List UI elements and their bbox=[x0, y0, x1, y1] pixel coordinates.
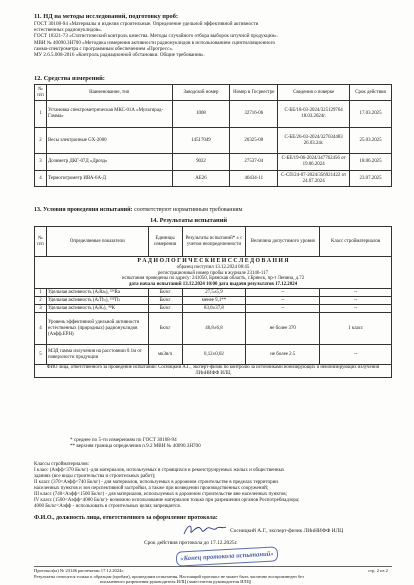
cell-validity: 18.06.2025 bbox=[350, 154, 392, 171]
cell-limit: не более 370 bbox=[246, 313, 320, 345]
classes-line: населенных пунктов и зон перспективной застройки, а также при возведении производственных сооружений; bbox=[34, 486, 269, 491]
col-header-results: Результаты испытаний* ± с учетом неопределенности bbox=[182, 227, 246, 257]
cell-unit: Бк/кг bbox=[148, 297, 182, 305]
table-row bbox=[35, 313, 392, 345]
table-row bbox=[35, 101, 392, 128]
table-row bbox=[35, 154, 392, 171]
classes-line: III класс (740<Аэфф<1500 Бк/кг) - для материалов, используемых в дорожном строительстве вне населенных пунктов; bbox=[34, 492, 288, 497]
sample-info-row bbox=[35, 257, 392, 289]
col-header-class: Класс стройматериалов bbox=[320, 227, 392, 257]
cell-result: 27,5±5,9 bbox=[182, 289, 246, 297]
cell-result: 83,0±37,8 bbox=[182, 305, 246, 313]
classes-line: 4000 Бк/кг<Аэфф - использовать в строительных целях запрещается. bbox=[34, 504, 181, 509]
cell-limit: не более 2.5 bbox=[246, 345, 320, 365]
protocol-validity: Срок действия протокола до 17.12.2025г. bbox=[144, 540, 238, 546]
cell-serial: АЕ26 bbox=[172, 171, 230, 187]
cell-indicator: Удельная активность (A₍Th₎), ²³²Th bbox=[46, 297, 148, 305]
section-11-line: МУ 2.6.5.008-2016 «Контроль радиационной обстановки. Общие требования». bbox=[34, 52, 205, 59]
section-14-title: 14. Результаты испытаний bbox=[150, 217, 228, 224]
col-header-limit: Величина допустимого уровня bbox=[246, 227, 320, 257]
cell-validity: 25.03.2025 bbox=[350, 128, 392, 154]
col-header-name: Наименование, тип bbox=[46, 85, 172, 101]
sample-info-line: дата начала испытаний 13.12.2024 10:00 дата выдачи результатов 17.12.2024 bbox=[128, 281, 298, 287]
cell-indicator: Уровень эффективной удельной активности естественных (природных) радионуклидов (Аэфф.ЕРН) bbox=[46, 313, 148, 345]
signature-title: Ф.И.О., должность лица, ответственного за оформление протокола: bbox=[34, 515, 218, 521]
cell-name: Дозиметр ДКГ-07Д «Дрозд» bbox=[46, 154, 172, 171]
results-table bbox=[34, 226, 392, 378]
section-13 bbox=[34, 207, 242, 214]
classes-line: зданиях (все виды строительства и строительных работ); bbox=[34, 474, 156, 479]
section-11-title: 11. НД на методы исследований, подготовку проб: bbox=[34, 13, 179, 20]
cell-registry: 46434-11 bbox=[230, 171, 278, 187]
fio-row bbox=[35, 365, 392, 377]
cell-indicator: МЭД гамма излучения на расстоянии 0.1м от поверхности продукции bbox=[46, 345, 148, 365]
cell-registry: 32716-06 bbox=[230, 101, 278, 128]
footer-divider bbox=[34, 566, 392, 567]
cell-class: -- bbox=[320, 305, 392, 313]
cell-unit: мкЗв/ч bbox=[148, 345, 182, 365]
cell-validity: 17.03.2025 bbox=[350, 101, 392, 128]
note-line: ** верхняя граница определения п.9.2 МВИ № 40090.3Н700 bbox=[70, 443, 201, 450]
section-11-line: МВИ № 40090.3Н700 «Методика измерения активности радионуклидов в использованием сцинтилляционного bbox=[34, 39, 276, 46]
footer-disclaimer-cont: письменного разрешения руководителя ИЛЦ (заместителя руководителя ИЛЦ) bbox=[100, 579, 252, 584]
cell-validity: 23.07.2025 bbox=[350, 171, 392, 187]
col-header-validity: Срок действия bbox=[350, 85, 392, 101]
cell-name: Термогигрометр ИВА-6А-Д bbox=[46, 171, 172, 187]
cell-serial: 14517049 bbox=[172, 128, 230, 154]
classes-line: I класс (Аэфф<370 Бк/кг) -для материалов, используемых в строящихся и реконструируемых жилых и общественных bbox=[34, 468, 285, 473]
col-header-indicator: Определяемые показатели bbox=[46, 227, 148, 257]
cell-indicator: Удельная активность (A₍K₎), ⁴⁰K bbox=[46, 305, 148, 313]
end-of-protocol-stamp: «Конец протокола испытаний» bbox=[176, 546, 279, 566]
cell-class: 1 класс bbox=[320, 313, 392, 345]
cell-number: 3 bbox=[35, 154, 47, 171]
cell-number: 2 bbox=[35, 128, 47, 154]
table-row bbox=[35, 345, 392, 365]
cell-verification: С-СП/24-07-2024/356921422 от 24.07.2024 bbox=[278, 171, 350, 187]
sample-info-line: образец поступил 13.12.2024 08:45 bbox=[176, 265, 250, 270]
col-header-verification: Сведения о поверке bbox=[278, 85, 350, 101]
cell-result: 0,12±0,02 bbox=[182, 345, 246, 365]
col-header-serial: Заводской номер bbox=[172, 85, 230, 101]
cell-serial: 1008 bbox=[172, 101, 230, 128]
section-12-title: 12. Средства измерений: bbox=[34, 75, 105, 82]
cell-number: 4 bbox=[35, 171, 47, 187]
cell-number: 3 bbox=[35, 305, 47, 313]
note-line: * среднее по 5-ти измерениям по ГОСТ 30108-94 bbox=[70, 437, 177, 443]
cell-number: 1 bbox=[35, 101, 47, 128]
section-13-text: соответствуют нормативным требованиям bbox=[134, 207, 243, 213]
cell-number: 5 bbox=[35, 345, 47, 365]
results-header-row bbox=[35, 227, 392, 257]
cell-limit: -- bbox=[246, 297, 320, 305]
section-13-title: 13. Условия проведения испытаний: bbox=[34, 207, 133, 213]
classes-line: IV класс (1500<Аэфф<4000 Бк/кг)- возможно использование материалов только при разрешении органов Роспотребнадзора; bbox=[34, 498, 300, 503]
cell-verification: С-БЕ/26-03-2024/327034483 26.03.24г. bbox=[278, 128, 350, 154]
result-notes bbox=[70, 437, 201, 449]
cell-class: -- bbox=[320, 289, 392, 297]
classes-line: II класс (370<Аэфф<740 Бк/кг) - для материалов, используемых в дорожном строительстве в пределах территории bbox=[34, 480, 278, 485]
footer-disclaimer: Результаты относятся только к образцам (пробам), прошедшим испытания. Настоящий протокол не может быть частично воспроизведен без bbox=[34, 574, 304, 579]
footer-page-number: стр. 2 из 2 bbox=[368, 568, 388, 573]
table-row bbox=[35, 305, 392, 313]
table-row bbox=[35, 171, 392, 187]
instruments-table bbox=[34, 84, 392, 187]
sample-info-line: испытания проведены по адресу: 241050, Брянская область, г.Брянск, пр-т Ленина, д.72 bbox=[121, 276, 305, 282]
cell-unit: Бк/кг bbox=[148, 305, 182, 313]
handwritten-signature bbox=[182, 522, 228, 538]
cell-class: -- bbox=[320, 297, 392, 305]
section-11-line: естественных радионуклидов». bbox=[34, 27, 103, 34]
cell-registry: 27537-04 bbox=[230, 154, 278, 171]
cell-unit: Бк/кг bbox=[148, 289, 182, 297]
cell-limit: -- bbox=[246, 305, 320, 313]
cell-limit: -- bbox=[246, 289, 320, 297]
cell-number: 2 bbox=[35, 297, 47, 305]
col-header-units: Единицы измерения bbox=[148, 227, 182, 257]
col-header-number: № п/п bbox=[35, 85, 47, 101]
cell-registry: 20325-00 bbox=[230, 128, 278, 154]
cell-indicator: Удельная активность (A₍Ra₎), ²²⁶Ra bbox=[46, 289, 148, 297]
cell-number: 1 bbox=[35, 289, 47, 297]
section-11-line: гамма-спектрометра с программным обеспечением «Прогресс». bbox=[34, 45, 174, 52]
instruments-header-row bbox=[35, 85, 392, 101]
cell-verification: С-БЕ/19-06-2024/347762456 от 19.06.2024 bbox=[278, 154, 350, 171]
cell-result: менее 9,1** bbox=[182, 297, 246, 305]
table-row bbox=[35, 128, 392, 154]
signature-name: Сосницкий А.Г., эксперт-физик ЛИиНИФФ ИЛЦ bbox=[230, 528, 344, 534]
section-11-line: ГОСТ 30108-94 «Материалы и изделия строительные. Определение удельной эффективной активности bbox=[34, 21, 259, 27]
classes-title: Классы стройматериалов: bbox=[34, 462, 90, 467]
cell-unit: Бк/кг bbox=[148, 313, 182, 345]
fio-cell: ФИО лица, ответственного за проведение испытаний: Сосницкий А.Г., эксперт-физик по контролю за источниками ионизирующих и неионизирующих излучений ЛИиНИФФ ИЛЦ bbox=[35, 365, 392, 377]
col-header-number: № п/п bbox=[35, 227, 47, 257]
cell-serial: 9022 bbox=[172, 154, 230, 171]
classes-block bbox=[34, 462, 299, 510]
cell-name: Весы электронные GX-2000 bbox=[46, 128, 172, 154]
cell-verification: С-БЕ/18-03-2024/325129764 18.03.2024г. bbox=[278, 101, 350, 128]
cell-name: Установка спектрометрическая МКС-01А «Мультирад-Гамма» bbox=[46, 101, 172, 128]
col-header-registry: Номер в Госреестре bbox=[230, 85, 278, 101]
cell-result: 46,8±6,8 bbox=[182, 313, 246, 345]
cell-number: 4 bbox=[35, 313, 47, 345]
sample-info-line: регистрационный номер пробы в журнале 23146-117 bbox=[157, 270, 269, 276]
sample-info-cell bbox=[35, 257, 392, 289]
table-row bbox=[35, 297, 392, 305]
cell-class: -- bbox=[320, 345, 392, 365]
section-11-line: ГОСТ 18321-73 «Статистический контроль качества. Методы случайного отбора выборок штучной продукции». bbox=[34, 33, 278, 40]
section-11-body bbox=[34, 21, 394, 58]
footer-printed: Протокол(ы) № 23146 распечатан 17.12.2024г. bbox=[34, 568, 124, 573]
table-row bbox=[35, 289, 392, 297]
radiology-banner: Р А Д И О Л О Г И Ч Е С К И Е И С С Л Е Д О В А Н И Я bbox=[137, 258, 289, 264]
